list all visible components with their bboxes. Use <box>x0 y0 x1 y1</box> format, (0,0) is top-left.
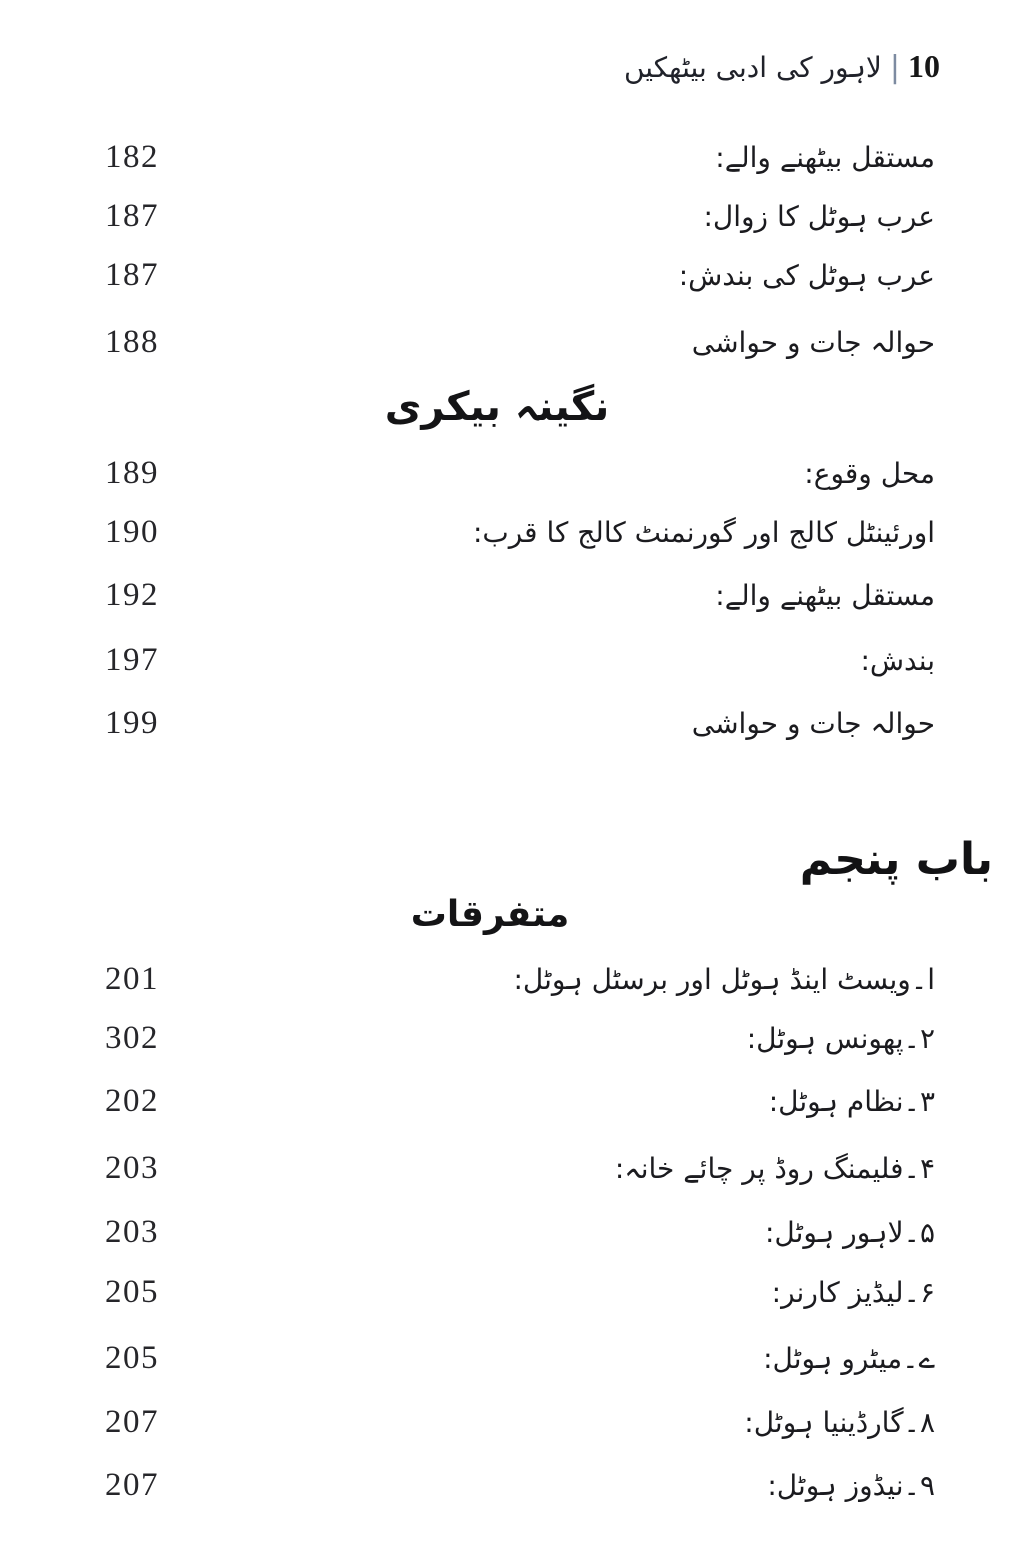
entry-label: حوالہ جات و حواشی <box>691 707 935 740</box>
entry-label: ۸۔گارڈینیا ہوٹل: <box>744 1406 935 1439</box>
toc-row <box>0 950 1024 1009</box>
toc-row <box>0 1139 1024 1198</box>
header-page-number: 10 <box>908 48 940 84</box>
entry-label: ے۔میٹرو ہوٹل: <box>763 1342 935 1375</box>
entry-label: ۵۔لاہور ہوٹل: <box>764 1216 935 1249</box>
chapter-subheading: متفرقات <box>410 894 570 935</box>
toc-row <box>0 566 1024 625</box>
entry-label: ۶۔لیڈیز کارنر: <box>771 1276 935 1309</box>
entry-label: ۲۔پھونس ہوٹل: <box>746 1022 935 1055</box>
toc-row <box>0 246 1024 305</box>
entry-page-number: 187 <box>105 257 159 293</box>
entry-label: ۴۔فلیمنگ روڈ پر چائے خانہ: <box>614 1152 935 1185</box>
toc-row <box>0 1263 1024 1322</box>
toc-row <box>0 503 1024 562</box>
entry-page-number: 187 <box>105 198 159 234</box>
entry-label: ا۔ویسٹ اینڈ ہوٹل اور برسٹل ہوٹل: <box>513 963 935 996</box>
entry-page-number: 182 <box>105 139 159 175</box>
entry-label: عرب ہوٹل کا زوال: <box>703 200 935 233</box>
entry-page-number: 207 <box>105 1467 159 1503</box>
section-heading-bakery: نگینہ بیکری <box>384 384 610 430</box>
entry-page-number: 199 <box>105 705 159 741</box>
entry-label: حوالہ جات و حواشی <box>691 326 935 359</box>
entry-label: ۹۔نیڈوز ہوٹل: <box>767 1469 935 1502</box>
toc-row <box>0 128 1024 187</box>
page-header <box>0 0 1024 92</box>
header-separator-bar: | <box>889 50 900 85</box>
entry-page-number: 190 <box>105 514 159 550</box>
toc-row <box>0 1456 1024 1515</box>
entry-page-number: 202 <box>105 1083 159 1119</box>
entry-page-number: 205 <box>105 1274 159 1310</box>
entry-label: اورئینٹل کالج اور گورنمنٹ کالج کا قرب: <box>472 516 935 549</box>
toc-row <box>0 631 1024 690</box>
entry-page-number: 205 <box>105 1340 159 1376</box>
entry-page-number: 197 <box>105 642 159 678</box>
entry-label: محل وقوع: <box>804 457 935 490</box>
toc-row <box>0 1329 1024 1388</box>
entry-label: عرب ہوٹل کی بندش: <box>678 259 935 292</box>
table-of-contents <box>0 128 1024 1515</box>
toc-row <box>0 187 1024 246</box>
entry-page-number: 189 <box>105 455 159 491</box>
entry-page-number: 207 <box>105 1404 159 1440</box>
toc-row <box>0 694 1024 753</box>
entry-label: مستقل بیٹھنے والے: <box>715 141 935 174</box>
entry-page-number: 201 <box>105 961 159 997</box>
chapter-heading: باب پنجم <box>799 834 993 885</box>
entry-label: مستقل بیٹھنے والے: <box>715 579 935 612</box>
entry-page-number: 192 <box>105 577 159 613</box>
entry-page-number: 302 <box>105 1020 159 1056</box>
entry-label: ۳۔نظام ہوٹل: <box>768 1085 935 1118</box>
entry-page-number: 203 <box>105 1214 159 1250</box>
entry-label: بندش: <box>860 644 935 677</box>
toc-row <box>0 1203 1024 1262</box>
toc-row <box>0 1009 1024 1068</box>
toc-row <box>0 1072 1024 1131</box>
toc-row <box>0 1393 1024 1452</box>
entry-page-number: 203 <box>105 1150 159 1186</box>
toc-row <box>0 444 1024 503</box>
toc-row <box>0 313 1024 372</box>
entry-page-number: 188 <box>105 324 159 360</box>
header-book-title: لاہور کی ادبی بیٹھکیں <box>623 51 882 84</box>
